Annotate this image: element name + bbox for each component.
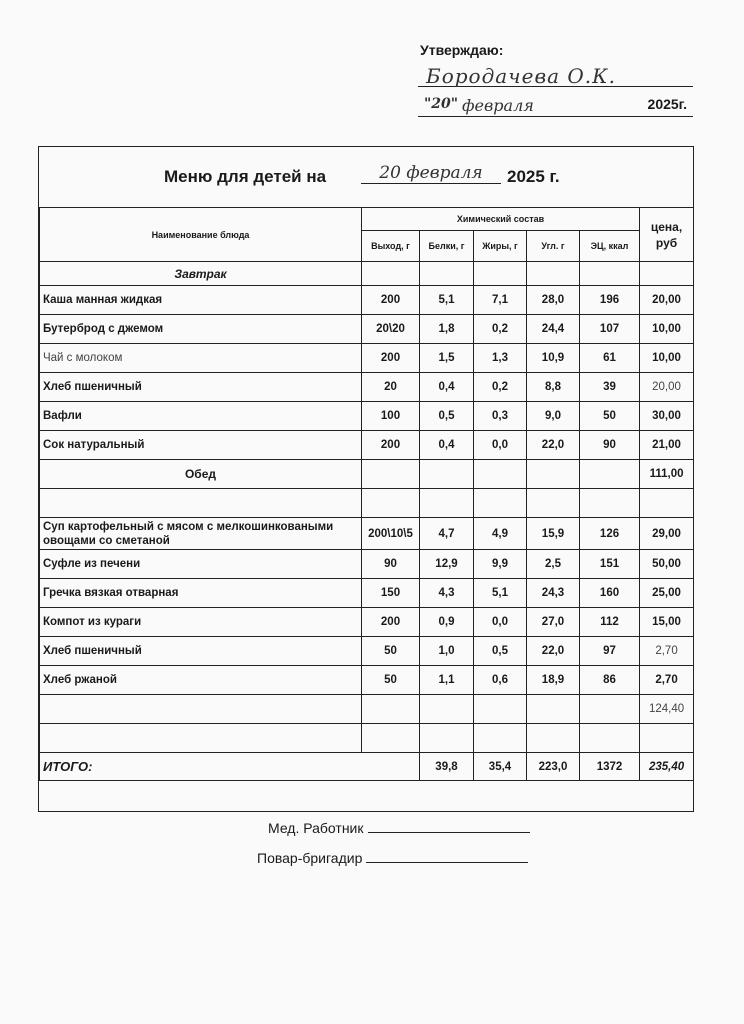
table-row [40, 315, 694, 344]
dish-price: 21,00 [640, 431, 694, 460]
dish-out: 200 [362, 344, 420, 373]
dish-price: 30,00 [640, 402, 694, 431]
dish-prot: 5,1 [420, 286, 474, 315]
dish-price: 25,00 [640, 579, 694, 608]
dish-energy: 151 [580, 550, 640, 579]
dish-prot: 1,5 [420, 344, 474, 373]
menu-title: Меню для детей на [164, 167, 327, 186]
dish-name: Компот из кураги [40, 608, 362, 637]
dish-fat: 7,1 [474, 286, 527, 315]
dish-price: 10,00 [640, 344, 694, 373]
section-breakfast: Завтрак [40, 262, 362, 286]
table-row [40, 344, 694, 373]
dish-carb: 27,0 [527, 608, 580, 637]
col-name-header: Наименование блюда [40, 208, 362, 262]
col-prot-header: Белки, г [420, 231, 474, 262]
grand-total-fat: 35,4 [474, 753, 527, 781]
dish-fat: 0,0 [474, 431, 527, 460]
dish-out: 200 [362, 608, 420, 637]
dish-carb: 28,0 [527, 286, 580, 315]
grand-total-energy: 1372 [580, 753, 640, 781]
dish-energy: 107 [580, 315, 640, 344]
dish-prot: 0,4 [420, 431, 474, 460]
grand-total-prot: 39,8 [420, 753, 474, 781]
dish-name: Суп картофельный с мясом с мелкошинковаными овощами со сметаной [40, 518, 362, 550]
table-row [40, 637, 694, 666]
menu-frame [38, 146, 694, 812]
dish-fat: 4,9 [474, 518, 527, 550]
dish-price: 2,70 [640, 637, 694, 666]
dish-price: 15,00 [640, 608, 694, 637]
dish-carb: 8,8 [527, 373, 580, 402]
dish-carb: 24,3 [527, 579, 580, 608]
dish-prot: 0,9 [420, 608, 474, 637]
dish-price: 10,00 [640, 315, 694, 344]
col-out-header: Выход, г [362, 231, 420, 262]
approval-date-day: "20" [424, 96, 459, 112]
dish-out: 150 [362, 579, 420, 608]
dish-price: 29,00 [640, 518, 694, 550]
dish-name: Вафли [40, 402, 362, 431]
dish-price: 50,00 [640, 550, 694, 579]
dish-energy: 112 [580, 608, 640, 637]
dish-out: 20 [362, 373, 420, 402]
dish-energy: 97 [580, 637, 640, 666]
grand-total-carb: 223,0 [527, 753, 580, 781]
dish-carb: 10,9 [527, 344, 580, 373]
dish-out: 90 [362, 550, 420, 579]
dish-energy: 86 [580, 666, 640, 695]
dish-prot: 12,9 [420, 550, 474, 579]
lunch-subtotal-row [40, 695, 694, 724]
col-chem-header: Химический состав [362, 208, 640, 231]
dish-carb: 2,5 [527, 550, 580, 579]
med-signature-label: Мед. Работник [268, 820, 364, 836]
dish-energy: 126 [580, 518, 640, 550]
dish-carb: 9,0 [527, 402, 580, 431]
dish-out: 100 [362, 402, 420, 431]
dish-carb: 22,0 [527, 431, 580, 460]
approval-block [418, 40, 693, 120]
menu-heading [39, 147, 693, 208]
empty-row [40, 489, 694, 518]
col-carb-header: Угл. г [527, 231, 580, 262]
section-row-breakfast [40, 262, 694, 286]
dish-fat: 1,3 [474, 344, 527, 373]
table-row [40, 518, 694, 550]
dish-fat: 0,6 [474, 666, 527, 695]
table-row [40, 402, 694, 431]
dish-prot: 1,8 [420, 315, 474, 344]
breakfast-subtotal: 111,00 [640, 460, 694, 489]
col-energy-header: ЭЦ, ккал [580, 231, 640, 262]
dish-fat: 0,2 [474, 373, 527, 402]
dish-name: Сок натуральный [40, 431, 362, 460]
dish-fat: 9,9 [474, 550, 527, 579]
dish-fat: 0,3 [474, 402, 527, 431]
dish-carb: 24,4 [527, 315, 580, 344]
dish-prot: 4,3 [420, 579, 474, 608]
col-fat-header: Жиры, г [474, 231, 527, 262]
dish-prot: 0,5 [420, 402, 474, 431]
dish-prot: 0,4 [420, 373, 474, 402]
cook-signature-line [366, 850, 528, 863]
med-signature-line [368, 820, 530, 833]
table-row [40, 373, 694, 402]
dish-carb: 22,0 [527, 637, 580, 666]
dish-out: 200 [362, 431, 420, 460]
dish-name: Чай с молоком [40, 344, 362, 373]
dish-price: 20,00 [640, 373, 694, 402]
dish-out: 50 [362, 637, 420, 666]
dish-fat: 0,5 [474, 637, 527, 666]
table-row [40, 579, 694, 608]
approval-title: Утверждаю: [420, 42, 504, 58]
dish-prot: 1,0 [420, 637, 474, 666]
approval-signature-name: Бородачева О.К. [426, 64, 616, 88]
table-row [40, 550, 694, 579]
grand-total-row [40, 753, 694, 781]
dish-energy: 90 [580, 431, 640, 460]
dish-fat: 5,1 [474, 579, 527, 608]
dish-energy: 196 [580, 286, 640, 315]
dish-energy: 160 [580, 579, 640, 608]
table-row [40, 608, 694, 637]
dish-prot: 1,1 [420, 666, 474, 695]
grand-total-price: 235,40 [640, 753, 694, 781]
cook-signature [257, 850, 528, 866]
dish-out: 200 [362, 286, 420, 315]
section-row-lunch [40, 460, 694, 489]
dish-energy: 50 [580, 402, 640, 431]
dish-name: Бутерброд с джемом [40, 315, 362, 344]
approval-signature-line [418, 64, 693, 87]
menu-year: 2025 г. [507, 167, 560, 186]
dish-price: 2,70 [640, 666, 694, 695]
dish-name: Суфле из печени [40, 550, 362, 579]
menu-table [39, 207, 694, 781]
dish-fat: 0,0 [474, 608, 527, 637]
dish-energy: 39 [580, 373, 640, 402]
dish-price: 20,00 [640, 286, 694, 315]
menu-body [40, 262, 694, 781]
dish-out: 50 [362, 666, 420, 695]
dish-carb: 15,9 [527, 518, 580, 550]
dish-energy: 61 [580, 344, 640, 373]
dish-prot: 4,7 [420, 518, 474, 550]
table-row [40, 431, 694, 460]
dish-out: 20\20 [362, 315, 420, 344]
dish-name: Хлеб пшеничный [40, 373, 362, 402]
med-signature [268, 820, 530, 836]
dish-name: Гречка вязкая отварная [40, 579, 362, 608]
dish-carb: 18,9 [527, 666, 580, 695]
table-row [40, 666, 694, 695]
empty-row [40, 724, 694, 753]
grand-total-label: ИТОГО: [40, 753, 420, 781]
menu-date: 20 февраля [361, 163, 501, 184]
col-price-header: цена, руб [640, 208, 694, 262]
dish-name: Каша манная жидкая [40, 286, 362, 315]
section-lunch: Обед [40, 460, 362, 489]
dish-name: Хлеб ржаной [40, 666, 362, 695]
cook-signature-label: Повар-бригадир [257, 850, 363, 866]
approval-date-month: февраля [462, 96, 534, 115]
table-row [40, 286, 694, 315]
lunch-subtotal: 124,40 [640, 695, 694, 724]
dish-out: 200\10\5 [362, 518, 420, 550]
dish-fat: 0,2 [474, 315, 527, 344]
approval-year: 2025г. [647, 96, 687, 112]
approval-date-line [418, 94, 693, 117]
dish-name: Хлеб пшеничный [40, 637, 362, 666]
